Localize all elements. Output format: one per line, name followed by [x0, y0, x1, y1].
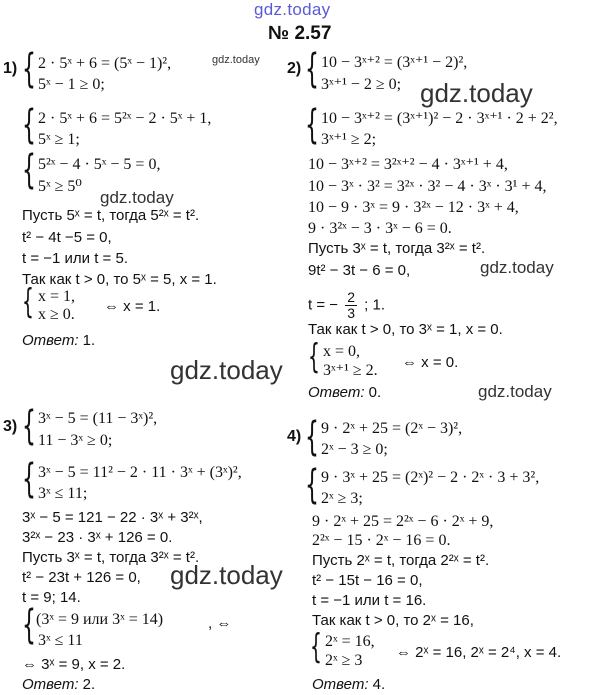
equation-line: 2ˣ − 3 ≥ 0;: [321, 441, 388, 458]
system-brace: {: [305, 102, 319, 148]
part-3-label: 3): [3, 418, 18, 435]
watermark: gdz.today: [170, 355, 283, 385]
equation-line: 10 − 3ˣ · 3² = 3²ˣ · 3² − 4 · 3ˣ · 3¹ + 4,: [308, 178, 547, 195]
equation-line: 10 − 9 · 3ˣ = 9 · 3²ˣ − 12 · 3ˣ + 4,: [308, 199, 519, 216]
problem-number: № 2.57: [268, 23, 332, 44]
equation-line: 3ˣ ≤ 11: [38, 632, 83, 649]
equation-line: 9 · 3ˣ + 25 = (2ˣ)² − 2 · 2ˣ · 3 + 3²,: [321, 469, 540, 486]
equation-line: 2ˣ = 16,: [325, 633, 375, 650]
fraction-numerator: 2: [347, 289, 355, 305]
equation-line: 3ˣ⁺¹ ≥ 2;: [321, 131, 377, 148]
answer-line: [308, 384, 381, 401]
equation-line: 2²ˣ − 15 · 2ˣ − 16 = 0.: [312, 532, 451, 549]
answer-value: 1.: [82, 332, 96, 349]
part-2-label: 2): [287, 60, 302, 77]
answer-label: Ответ:: [308, 384, 365, 401]
text-line: t² − 4t −5 = 0,: [22, 229, 112, 246]
watermark: gdz.today: [420, 78, 533, 108]
system-brace: {: [305, 46, 319, 92]
text-line: t = −1 или t = 5.: [22, 250, 128, 267]
answer-value: 4.: [372, 676, 386, 693]
answer-value: 0.: [368, 384, 382, 401]
answer-line: [22, 332, 95, 349]
equation-line: 3ˣ − 5 = (11 − 3ˣ)²,: [38, 410, 158, 427]
equation-line: 9 · 3²ˣ − 3 · 3ˣ − 6 = 0.: [308, 220, 452, 237]
equation-line: 3ˣ⁺¹ − 2 ≥ 0;: [321, 76, 402, 93]
equation-line: 5²ˣ − 4 · 5ˣ − 5 = 0,: [38, 156, 161, 173]
equation-line: 10 − 3ˣ⁺² = (3ˣ⁺¹ − 2)²,: [321, 54, 468, 71]
equivalence-result: ⇔ 2ˣ = 16, 2ˣ = 2⁴, x = 4.: [396, 644, 562, 661]
equivalence-arrow: , ⇔: [208, 615, 232, 632]
watermark: gdz.today: [100, 188, 174, 207]
equation-line: 11 − 3ˣ ≥ 0;: [38, 432, 113, 449]
system-brace: {: [305, 414, 319, 460]
system-brace: {: [22, 602, 36, 648]
equation-line: 10 − 3ˣ⁺² = (3ˣ⁺¹)² − 2 · 3ˣ⁺¹ · 2 + 2²,: [321, 110, 558, 127]
fraction: [345, 290, 357, 321]
system-brace: {: [22, 456, 36, 502]
equation-line: x ≥ 0.: [38, 306, 75, 323]
equation-line: 9 · 2ˣ + 25 = 2²ˣ − 6 · 2ˣ + 9,: [312, 513, 494, 530]
text-line: 9t² − 3t − 6 = 0,: [308, 262, 411, 279]
watermark: gdz.today: [478, 382, 552, 401]
answer-label: Ответ:: [22, 676, 79, 693]
text-line: ⇔ 3ˣ = 9, x = 2.: [22, 656, 126, 673]
part-1-label: 1): [3, 60, 18, 77]
fraction-denominator: 3: [347, 305, 355, 321]
text-line: Пусть 2ˣ = t, тогда 2²ˣ = t².: [312, 552, 490, 569]
text-line: Пусть 3ˣ = t, тогда 3²ˣ = t².: [22, 549, 200, 566]
equation-line: 3ˣ⁺¹ ≥ 2.: [323, 362, 378, 379]
system-brace: {: [308, 337, 320, 377]
equation-line: 3ˣ ≤ 11;: [38, 485, 88, 502]
watermark: gdz.today: [170, 560, 283, 590]
system-brace: {: [22, 46, 36, 92]
equation-line: 5ˣ ≥ 1;: [38, 131, 80, 148]
system-brace: {: [305, 462, 319, 508]
text-line: t = 9; 14.: [22, 589, 81, 606]
answer-label: Ответ:: [22, 332, 79, 349]
answer-value: 2.: [82, 676, 96, 693]
system-brace: {: [22, 403, 36, 449]
equation-line: (3ˣ = 9 или 3ˣ = 14): [36, 611, 164, 628]
site-header: gdz.today: [254, 0, 331, 19]
equation-line: 5ˣ − 1 ≥ 0;: [38, 76, 105, 93]
watermark: gdz.today: [480, 258, 554, 277]
equation-line: 5ˣ ≥ 5⁰: [38, 178, 82, 195]
fraction-line: [308, 290, 385, 321]
equation-line: 10 − 3ˣ⁺² = 3²ˣ⁺² − 4 · 3ˣ⁺¹ + 4,: [308, 156, 508, 173]
equation-line: 2ˣ ≥ 3: [325, 652, 363, 669]
text-line: t² − 23t + 126 = 0,: [22, 569, 141, 586]
fraction-suffix: ; 1.: [364, 296, 386, 314]
system-brace: {: [22, 102, 36, 148]
text-line: Так как t > 0, то 5ˣ = 5, x = 1.: [22, 271, 217, 288]
fraction-prefix: t = −: [308, 296, 339, 314]
equivalence-result: ⇔ x = 0.: [402, 354, 459, 371]
equivalence-result: ⇔ x = 1.: [104, 298, 161, 315]
equation-line: 2 · 5ˣ + 6 = 5²ˣ − 2 · 5ˣ + 1,: [38, 110, 212, 127]
part-4-label: 4): [287, 428, 302, 445]
text-line: t = −1 или t = 16.: [312, 592, 427, 609]
system-brace: {: [22, 147, 36, 193]
system-brace: {: [310, 627, 322, 667]
text-line: 3ˣ − 5 = 121 − 22 · 3ˣ + 3²ˣ,: [22, 509, 203, 526]
text-line: Так как t > 0, то 2ˣ = 16,: [312, 612, 474, 629]
system-brace: {: [22, 282, 34, 322]
answer-line: [312, 676, 385, 693]
text-line: t² − 15t − 16 = 0,: [312, 572, 423, 589]
watermark: gdz.today: [212, 54, 260, 66]
text-line: Так как t > 0, то 3ˣ = 1, x = 0.: [308, 321, 503, 338]
answer-label: Ответ:: [312, 676, 369, 693]
equation-line: 3ˣ − 5 = 11² − 2 · 11 · 3ˣ + (3ˣ)²,: [38, 464, 242, 481]
equation-line: x = 1,: [38, 288, 76, 305]
equation-line: 9 · 2ˣ + 25 = (2ˣ − 3)²,: [321, 420, 463, 437]
text-line: Пусть 5ˣ = t, тогда 5²ˣ = t².: [22, 207, 200, 224]
text-line: 3²ˣ − 23 · 3ˣ + 126 = 0.: [22, 529, 173, 546]
text-line: Пусть 3ˣ = t, тогда 3²ˣ = t².: [308, 240, 486, 257]
answer-line: [22, 676, 95, 693]
equation-line: 2 · 5ˣ + 6 = (5ˣ − 1)²,: [38, 55, 172, 72]
equation-line: x = 0,: [323, 343, 361, 360]
equation-line: 2ˣ ≥ 3;: [321, 490, 363, 507]
